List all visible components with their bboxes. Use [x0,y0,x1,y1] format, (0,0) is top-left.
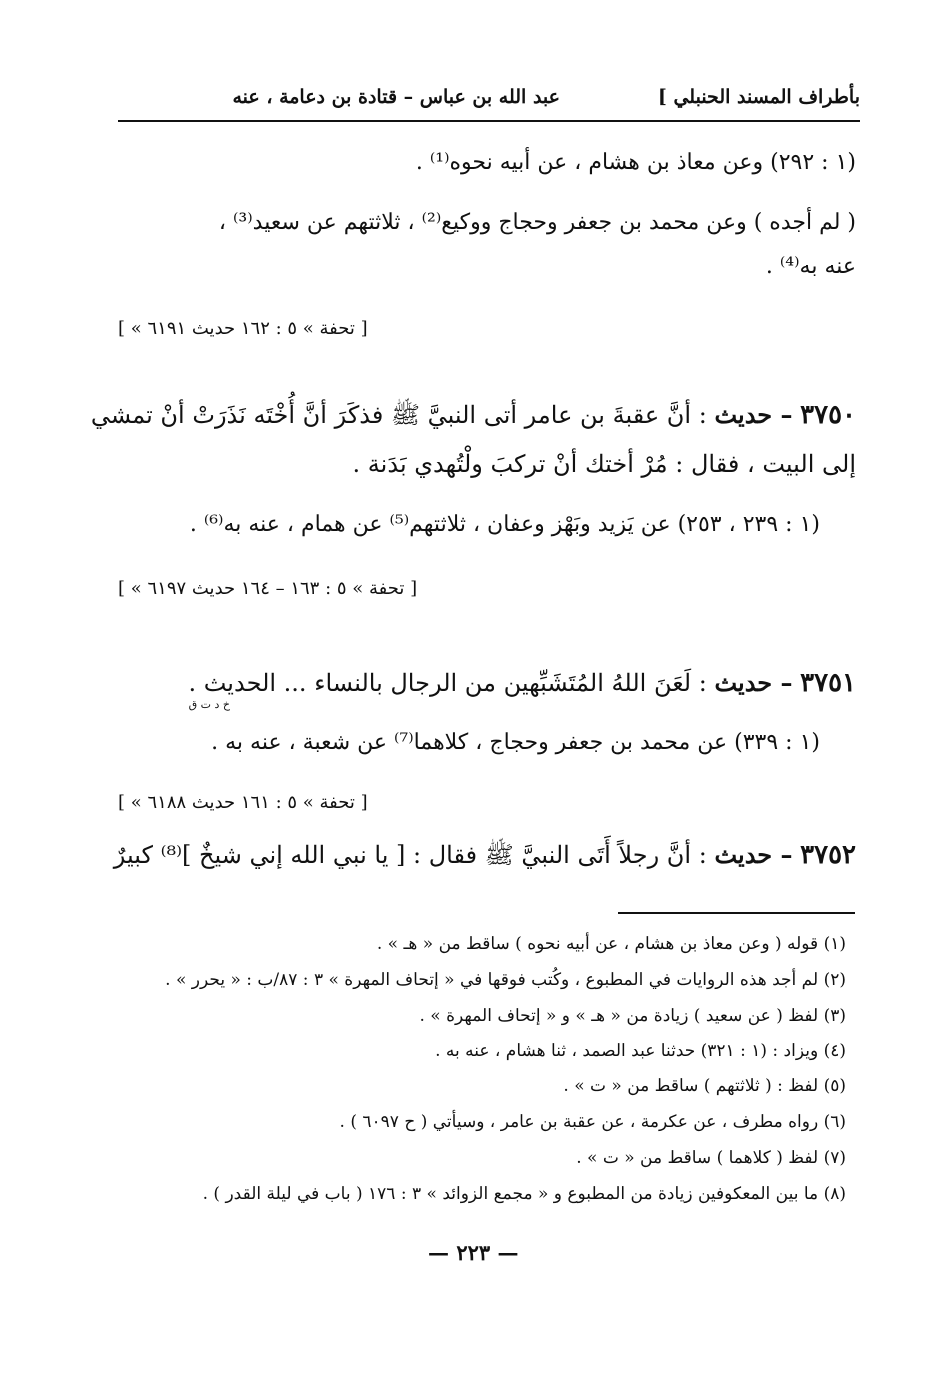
footnote-2: (٢) لم أجد هذه الروايات في المطبوع ، وكُتب فوقها في « إتحاف المهرة » ٣ : ٨٧/ب : « يحرر » . [165,970,846,990]
hadith-keyword: – حديث [714,840,793,869]
footnote-7: (٧) لفظ ( كلاهما ) ساقط من « ت » . [576,1148,846,1168]
hadith-3750-line-1 [91,400,856,435]
hadith-number: ٣٧٥١ [800,668,856,698]
footnote-6: (٦) رواه مطرف ، عن عكرمة ، عن عقبة بن عامر ، وسيأتي ( ح ٦٠٩٧ ) . [339,1112,846,1132]
hadith-3752-line [114,840,856,875]
tuhfa-reference-3: [ « تحفة » ٥ : ١٦١ حديث ٦١٨٨ ] [118,792,368,813]
hadith-3750-line-2: إلى البيت ، فقال : مُرْ أختك أنْ تركبَ ولْتُهدي بَدَنة . [352,450,856,478]
hadith-number: ٣٧٥٠ [800,400,856,430]
running-header-book-title: بأطراف المسند الحنبلي ] [657,86,860,108]
hadith-keyword: – حديث [714,400,793,429]
header-rule [118,120,860,122]
hadith-text: : لَعَنَ اللهُ المُتَشَبِّهين من الرجال بالنساء ... الحديث . [188,669,707,697]
hadith-3751-line [188,668,856,698]
hadith-3750-source: (١ : ٢٣٩ ، ٢٥٣) عن يَزيد وبَهْز وعفان ، ثلاثتهم⁽⁵⁾ عن همام ، عنه به⁽⁶⁾ . [189,512,820,537]
source-line-3: عنه به⁽⁴⁾ . [765,254,856,279]
footnote-rule [618,912,855,914]
running-header-chapter: عبد الله بن عباس – قتادة بن دعامة ، عنه [232,86,560,108]
footnote-4: (٤) ويزاد : (١ : ٣٢١) حدثنا عبد الصمد ، ثنا هشام ، عنه به . [435,1041,846,1061]
footnote-3: (٣) لفظ ( عن سعيد ) زيادة من « هـ » و « إتحاف المهرة » . [419,1006,846,1026]
hadith-text: : أنَّ رجلاً أَتَى النبيَّ ﷺ فقال : [ يا نبي الله إني شيخٌ ]⁽⁸⁾ كبيرٌ [113,841,707,869]
footnote-5: (٥) لفظ : ( ثلاثتهم ) ساقط من « ت » . [563,1076,846,1096]
hadith-number: ٣٧٥٢ [800,840,856,870]
hadith-text: : أنَّ عقبةَ بن عامر أتى النبيَّ ﷺ فذكَرَ أنَّ أُخْتَه نَذَرَتْ أنْ تمشي [90,401,707,429]
tuhfa-reference-2: [ « تحفة » ٥ : ١٦٣ – ١٦٤ حديث ٦١٩٧ ] [118,578,418,599]
footnote-1: (١) قوله ( وعن معاذ بن هشام ، عن أبيه نحوه ) ساقط من « هـ » . [376,934,846,954]
hadith-3751-sigla: خ د ت ق [188,698,230,711]
hadith-keyword: – حديث [714,668,793,697]
footnote-8: (٨) ما بين المعكوفين زيادة من المطبوع و « مجمع الزوائد » ٣ : ١٧٦ ( باب في ليلة القدر ) . [202,1184,846,1204]
source-line-2: ( لم أجده ) وعن محمد بن جعفر وحجاج ووكيع⁽²⁾ ، ثلاثتهم عن سعيد⁽³⁾ ، [218,210,856,235]
hadith-3751-source: (١ : ٣٣٩) عن محمد بن جعفر وحجاج ، كلاهما⁽⁷⁾ عن شعبة ، عنه به . [211,730,820,755]
tuhfa-reference-1: [ « تحفة » ٥ : ١٦٢ حديث ٦١٩١ ] [118,318,368,339]
source-line-1: (١ : ٢٩٢) وعن معاذ بن هشام ، عن أبيه نحوه⁽¹⁾ . [415,150,856,175]
page-number: — ٢٢٣ — [428,1240,519,1265]
